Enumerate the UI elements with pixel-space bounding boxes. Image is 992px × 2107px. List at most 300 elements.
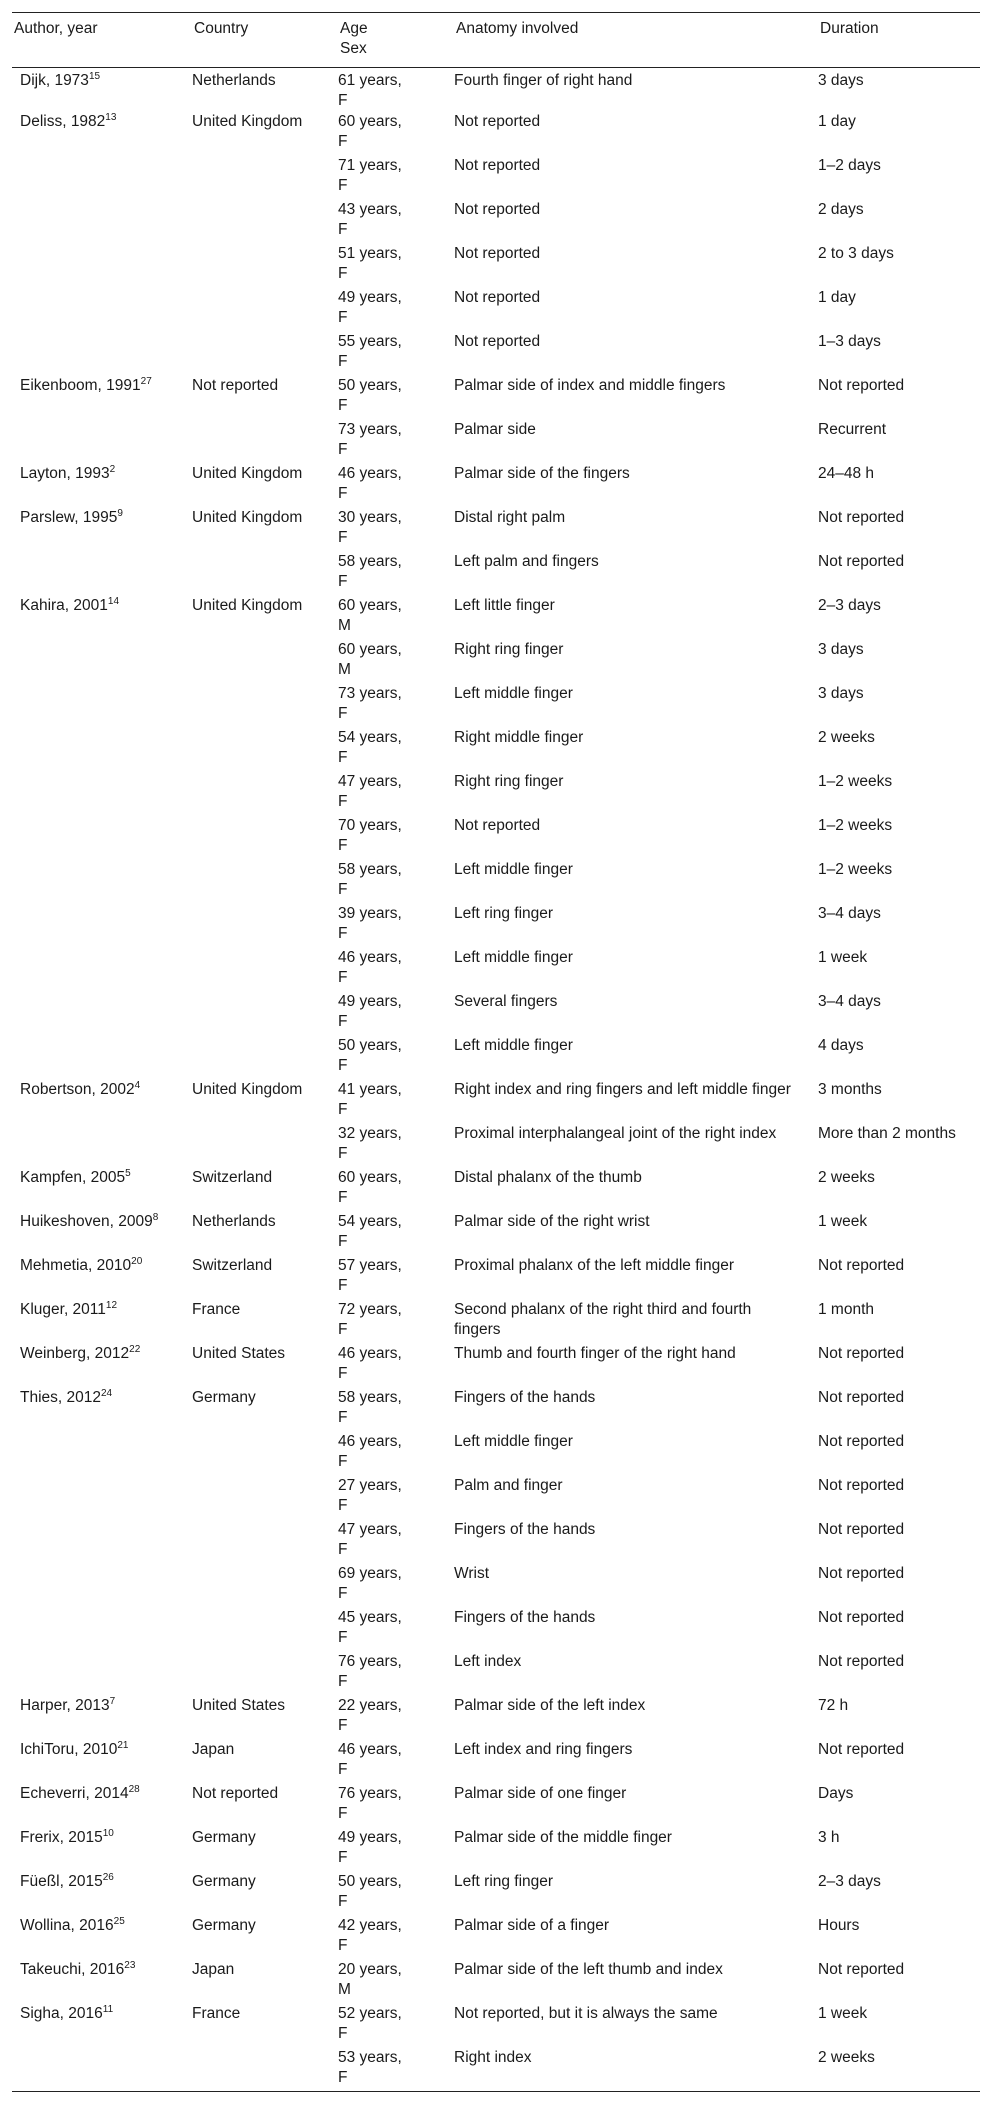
cell-age-sex xyxy=(338,1608,454,1652)
cell-age-sex xyxy=(338,948,454,992)
cell-duration: Not reported xyxy=(818,552,905,570)
cell-country xyxy=(192,1476,338,1520)
cell-author xyxy=(12,244,192,288)
cell-age-sex xyxy=(338,1784,454,1828)
reference-number: 23 xyxy=(124,1959,136,1971)
sex-value: F xyxy=(338,440,348,458)
cell-duration: Not reported xyxy=(818,376,905,394)
cell-anatomy: Left middle finger xyxy=(454,860,573,878)
case-table xyxy=(12,12,980,2092)
cell-author xyxy=(12,1168,192,1212)
cell-age-sex xyxy=(338,1696,454,1740)
cell-author xyxy=(12,464,192,508)
table-row xyxy=(12,1344,980,1388)
cell-duration: Not reported xyxy=(818,1652,905,1670)
cell-author xyxy=(12,728,192,772)
header-country: Country xyxy=(194,20,249,37)
author-name: Dijk, 1973 xyxy=(20,72,89,89)
cell-author xyxy=(12,684,192,728)
cell-country: United Kingdom xyxy=(192,1080,303,1098)
reference-number: 22 xyxy=(129,1343,141,1355)
cell-duration: 2 weeks xyxy=(818,728,875,746)
table-row xyxy=(12,1432,980,1476)
reference-number: 28 xyxy=(128,1783,140,1795)
cell-duration: 1 week xyxy=(818,2004,868,2022)
age-value: 76 years, xyxy=(338,1652,402,1670)
sex-value: F xyxy=(338,1056,348,1074)
cell-duration: 1 month xyxy=(818,1300,875,1318)
cell-age-sex xyxy=(338,1168,454,1212)
table-row xyxy=(12,1784,980,1828)
sex-value: F xyxy=(338,1716,348,1734)
cell-author xyxy=(12,640,192,684)
author-name: IchiToru, 2010 xyxy=(20,1740,118,1758)
cell-age-sex xyxy=(338,1256,454,1300)
header-sex: Sex xyxy=(340,40,367,57)
cell-age-sex xyxy=(338,1564,454,1608)
cell-age-sex xyxy=(338,2048,454,2092)
cell-age-sex xyxy=(338,1828,454,1872)
cell-author xyxy=(12,1916,192,1960)
cell-author xyxy=(12,1344,192,1388)
cell-age-sex xyxy=(338,552,454,596)
age-value: 46 years, xyxy=(338,464,402,482)
cell-author xyxy=(12,904,192,948)
cell-country: United States xyxy=(192,1696,286,1714)
sex-value: F xyxy=(338,176,348,194)
author-name: Kampfen, 2005 xyxy=(20,1168,126,1186)
cell-duration: 2 to 3 days xyxy=(818,244,894,262)
cell-age-sex xyxy=(338,1036,454,1080)
age-value: 52 years, xyxy=(338,2004,402,2022)
cell-anatomy: Not reported xyxy=(454,332,541,350)
age-value: 27 years, xyxy=(338,1476,402,1494)
cell-country xyxy=(192,728,338,772)
author-name: Füeßl, 2015 xyxy=(20,1872,103,1890)
table-row xyxy=(12,552,980,596)
cell-duration: 3–4 days xyxy=(818,904,881,922)
table-row xyxy=(12,332,980,376)
cell-duration: 4 days xyxy=(818,1036,864,1054)
table-row xyxy=(12,1564,980,1608)
table-row xyxy=(12,904,980,948)
table-row xyxy=(12,816,980,860)
age-value: 50 years, xyxy=(338,376,402,394)
age-value: 39 years, xyxy=(338,904,402,922)
cell-duration: Not reported xyxy=(818,1960,905,1978)
cell-age-sex xyxy=(338,1124,454,1168)
cell-author xyxy=(12,1212,192,1256)
cell-country xyxy=(192,1432,338,1476)
header-age: Age xyxy=(340,20,368,37)
cell-anatomy: Not reported xyxy=(454,200,541,218)
cell-country xyxy=(192,684,338,728)
cell-country: United Kingdom xyxy=(192,508,303,526)
sex-value: F xyxy=(338,924,348,942)
cell-country xyxy=(192,1564,338,1608)
cell-author xyxy=(12,948,192,992)
table-row xyxy=(12,420,980,464)
cell-anatomy: Proximal phalanx of the left middle finger xyxy=(454,1256,735,1274)
cell-age-sex xyxy=(338,1300,454,1344)
reference-number: 5 xyxy=(125,1167,131,1179)
cell-country xyxy=(192,816,338,860)
cell-duration: 1–2 weeks xyxy=(818,816,893,834)
table-row xyxy=(12,2048,980,2092)
cell-author xyxy=(12,332,192,376)
table-row xyxy=(12,1608,980,1652)
cell-anatomy: Left middle finger xyxy=(454,684,573,702)
age-value: 46 years, xyxy=(338,948,402,966)
reference-number: 27 xyxy=(140,375,152,387)
sex-value: F xyxy=(338,1540,348,1558)
header-anatomy: Anatomy involved xyxy=(456,20,579,37)
age-value: 60 years, xyxy=(338,596,402,614)
cell-anatomy: Palmar side of the left index xyxy=(454,1696,646,1714)
age-value: 30 years, xyxy=(338,508,402,526)
age-value: 51 years, xyxy=(338,244,402,262)
cell-anatomy: Distal right palm xyxy=(454,508,566,526)
cell-author xyxy=(12,1300,192,1344)
cell-age-sex xyxy=(338,332,454,376)
table-row xyxy=(12,288,980,332)
age-value: 47 years, xyxy=(338,1520,402,1538)
age-value: 53 years, xyxy=(338,2048,402,2066)
cell-author xyxy=(12,1652,192,1696)
cell-country: United States xyxy=(192,1344,286,1362)
sex-value: F xyxy=(338,1496,348,1514)
author-name: Echeverri, 2014 xyxy=(20,1784,129,1802)
cell-author xyxy=(12,992,192,1036)
cell-anatomy: Palmar side of the fingers xyxy=(454,464,630,482)
sex-value: F xyxy=(338,1320,348,1338)
sex-value: F xyxy=(338,1760,348,1778)
sex-value: F xyxy=(338,1276,348,1294)
cell-duration: Not reported xyxy=(818,1432,905,1450)
cell-anatomy: Fingers of the hands xyxy=(454,1388,596,1406)
cell-age-sex xyxy=(338,112,454,156)
table-row xyxy=(12,1960,980,2004)
age-value: 43 years, xyxy=(338,200,402,218)
cell-anatomy: Right ring finger xyxy=(454,640,564,658)
age-value: 54 years, xyxy=(338,1212,402,1230)
age-value: 49 years, xyxy=(338,288,402,306)
table-row xyxy=(12,728,980,772)
age-value: 60 years, xyxy=(338,1168,402,1186)
cell-duration: 1–3 days xyxy=(818,332,881,350)
age-value: 57 years, xyxy=(338,1256,402,1274)
cell-anatomy: Not reported xyxy=(454,112,541,130)
sex-value: F xyxy=(338,748,348,766)
reference-number: 26 xyxy=(102,1871,114,1883)
cell-author xyxy=(12,1564,192,1608)
cell-author xyxy=(12,1740,192,1784)
cell-age-sex xyxy=(338,1476,454,1520)
cell-duration: 3 h xyxy=(818,1828,840,1846)
cell-country xyxy=(192,948,338,992)
author-name: Huikeshoven, 2009 xyxy=(20,1212,153,1230)
sex-value: F xyxy=(338,220,348,238)
age-value: 50 years, xyxy=(338,1036,402,1054)
cell-author xyxy=(12,1872,192,1916)
cell-country: Germany xyxy=(192,1388,256,1406)
cell-duration: 2–3 days xyxy=(818,596,881,614)
cell-country xyxy=(192,1036,338,1080)
table-row xyxy=(12,244,980,288)
cell-age-sex xyxy=(338,772,454,816)
cell-duration: 2 weeks xyxy=(818,2048,875,2066)
reference-number: 14 xyxy=(107,595,120,607)
author-name: Layton, 1993 xyxy=(20,464,110,482)
reference-number: 11 xyxy=(102,2003,114,2015)
table-row xyxy=(12,508,980,552)
cell-country xyxy=(192,420,338,464)
cell-author xyxy=(12,156,192,200)
cell-author xyxy=(12,68,192,112)
sex-value: F xyxy=(338,1628,348,1646)
cell-country: Netherlands xyxy=(192,72,276,89)
cell-author xyxy=(12,1960,192,2004)
cell-author xyxy=(12,2004,192,2048)
cell-country xyxy=(192,156,338,200)
sex-value: F xyxy=(338,704,348,722)
cell-anatomy: Palmar side of the middle finger xyxy=(454,1828,672,1846)
age-value: 42 years, xyxy=(338,1916,402,1934)
cell-anatomy: Right middle finger xyxy=(454,728,584,746)
age-value: 49 years, xyxy=(338,1828,402,1846)
cell-anatomy: Wrist xyxy=(454,1564,490,1582)
cell-anatomy: Palmar side of the right wrist xyxy=(454,1212,650,1230)
sex-value: F xyxy=(338,1804,348,1822)
age-value: 73 years, xyxy=(338,684,402,702)
table-row xyxy=(12,1476,980,1520)
cell-age-sex xyxy=(338,2004,454,2048)
table-row xyxy=(12,1212,980,1256)
cell-duration: Not reported xyxy=(818,1608,905,1626)
cell-author xyxy=(12,816,192,860)
cell-country: Germany xyxy=(192,1916,256,1934)
age-value: 20 years, xyxy=(338,1960,402,1978)
reference-number: 15 xyxy=(88,70,101,82)
cell-duration: 2 weeks xyxy=(818,1168,875,1186)
cell-country xyxy=(192,2048,338,2092)
sex-value: M xyxy=(338,616,351,634)
cell-author xyxy=(12,1432,192,1476)
cell-duration: 2–3 days xyxy=(818,1872,881,1890)
cell-author xyxy=(12,420,192,464)
table-row xyxy=(12,1124,980,1168)
cell-anatomy: Left index xyxy=(454,1652,522,1670)
cell-duration: 3–4 days xyxy=(818,992,881,1010)
sex-value: F xyxy=(338,1452,348,1470)
cell-duration: 1–2 days xyxy=(818,156,881,174)
reference-number: 13 xyxy=(105,111,117,123)
cell-anatomy: Left palm and fingers xyxy=(454,552,599,570)
sex-value: F xyxy=(338,1144,348,1162)
cell-author xyxy=(12,772,192,816)
cell-country xyxy=(192,1608,338,1652)
cell-author xyxy=(12,552,192,596)
cell-anatomy: Left middle finger xyxy=(454,1432,573,1450)
cell-duration: 24–48 h xyxy=(818,464,875,482)
cell-country xyxy=(192,552,338,596)
table-row xyxy=(12,376,980,420)
header-duration: Duration xyxy=(820,20,879,37)
sex-value: F xyxy=(338,968,348,986)
table-row xyxy=(12,1872,980,1916)
cell-age-sex xyxy=(338,200,454,244)
cell-author xyxy=(12,1520,192,1564)
cell-age-sex xyxy=(338,68,454,112)
cell-age-sex xyxy=(338,904,454,948)
cell-age-sex xyxy=(338,640,454,684)
author-name: Takeuchi, 2016 xyxy=(20,1960,125,1978)
cell-duration: Not reported xyxy=(818,1256,905,1274)
cell-age-sex xyxy=(338,1388,454,1432)
table-row xyxy=(12,68,980,112)
cell-age-sex xyxy=(338,1212,454,1256)
cell-country: Switzerland xyxy=(192,1168,273,1186)
author-name: Kluger, 2011 xyxy=(20,1300,106,1318)
cell-duration: Days xyxy=(818,1784,854,1802)
table-row xyxy=(12,1036,980,1080)
sex-value: F xyxy=(338,1100,348,1118)
cell-anatomy: Proximal interphalangeal joint of the right index xyxy=(454,1124,777,1142)
age-value: 55 years, xyxy=(338,332,402,350)
cell-author xyxy=(12,1256,192,1300)
cell-anatomy: Fourth finger of right hand xyxy=(454,72,633,89)
cell-author xyxy=(12,1080,192,1124)
cell-anatomy: Not reported xyxy=(454,156,541,174)
table-row xyxy=(12,1828,980,1872)
cell-duration: 72 h xyxy=(818,1696,849,1714)
cell-anatomy: Right index and ring fingers and left middle finger xyxy=(454,1080,791,1098)
reference-number: 25 xyxy=(113,1915,125,1927)
age-value: 58 years, xyxy=(338,552,402,570)
cell-duration: 1 week xyxy=(818,948,868,966)
author-name: Mehmetia, 2010 xyxy=(20,1256,132,1274)
cell-anatomy: Right ring finger xyxy=(454,772,564,790)
cell-anatomy: Palmar side of one finger xyxy=(454,1784,627,1802)
cell-country xyxy=(192,640,338,684)
table-row xyxy=(12,200,980,244)
reference-number: 20 xyxy=(131,1255,143,1267)
cell-anatomy: Not reported xyxy=(454,244,541,262)
cell-anatomy: Thumb and fourth finger of the right hand xyxy=(454,1344,736,1362)
cell-country xyxy=(192,772,338,816)
cell-author xyxy=(12,508,192,552)
header-age-sex xyxy=(338,13,454,68)
cell-age-sex xyxy=(338,464,454,508)
cell-age-sex xyxy=(338,1432,454,1476)
cell-anatomy: Left little finger xyxy=(454,596,555,614)
age-value: 46 years, xyxy=(338,1344,402,1362)
age-value: 71 years, xyxy=(338,156,402,174)
cell-author xyxy=(12,1608,192,1652)
table-row xyxy=(12,1520,980,1564)
cell-age-sex xyxy=(338,288,454,332)
sex-value: F xyxy=(338,2024,348,2042)
table-row xyxy=(12,1300,980,1344)
cell-anatomy: Palmar side xyxy=(454,420,536,438)
cell-age-sex xyxy=(338,728,454,772)
cell-author xyxy=(12,1696,192,1740)
author-name: Sigha, 2016 xyxy=(20,2004,103,2022)
cell-author xyxy=(12,288,192,332)
age-value: 58 years, xyxy=(338,860,402,878)
cell-author xyxy=(12,1124,192,1168)
reference-number: 8 xyxy=(152,1211,159,1223)
author-name: Robertson, 2002 xyxy=(20,1080,135,1098)
table-row xyxy=(12,2004,980,2048)
sex-value: F xyxy=(338,1408,348,1426)
age-value: 72 years, xyxy=(338,1300,402,1318)
age-value: 61 years, xyxy=(338,72,402,89)
header-author: Author, year xyxy=(14,20,98,37)
age-value: 70 years, xyxy=(338,816,402,834)
cell-duration: 3 days xyxy=(818,72,864,89)
age-value: 73 years, xyxy=(338,420,402,438)
cell-age-sex xyxy=(338,1344,454,1388)
cell-duration: Hours xyxy=(818,1916,860,1934)
age-value: 60 years, xyxy=(338,640,402,658)
author-name: Deliss, 1982 xyxy=(20,112,106,130)
cell-country: Germany xyxy=(192,1828,256,1846)
table-row xyxy=(12,464,980,508)
age-value: 54 years, xyxy=(338,728,402,746)
cell-anatomy: Several fingers xyxy=(454,992,558,1010)
author-name: Parslew, 1995 xyxy=(20,508,118,526)
cell-author xyxy=(12,1476,192,1520)
reference-number: 10 xyxy=(102,1827,114,1839)
age-value: 46 years, xyxy=(338,1432,402,1450)
sex-value: F xyxy=(338,1892,348,1910)
table-row xyxy=(12,684,980,728)
cell-age-sex xyxy=(338,992,454,1036)
cell-age-sex xyxy=(338,1740,454,1784)
age-value: 47 years, xyxy=(338,772,402,790)
cell-duration: Not reported xyxy=(818,1520,905,1538)
cell-country: Netherlands xyxy=(192,1212,276,1230)
cell-author xyxy=(12,1036,192,1080)
table-row xyxy=(12,640,980,684)
reference-number: 21 xyxy=(117,1739,129,1751)
cell-country: United Kingdom xyxy=(192,112,303,130)
cell-anatomy: Distal phalanx of the thumb xyxy=(454,1168,642,1186)
cell-country xyxy=(192,332,338,376)
table-row xyxy=(12,1256,980,1300)
cell-anatomy: Left ring finger xyxy=(454,904,554,922)
table-body xyxy=(12,68,980,2092)
cell-duration: Not reported xyxy=(818,1344,905,1362)
author-name: Thies, 2012 xyxy=(20,1388,101,1406)
cell-age-sex xyxy=(338,376,454,420)
table-row xyxy=(12,860,980,904)
sex-value: F xyxy=(338,352,348,370)
cell-duration: 2 days xyxy=(818,200,864,218)
table-row xyxy=(12,112,980,156)
cell-duration: 1 week xyxy=(818,1212,868,1230)
age-value: 41 years, xyxy=(338,1080,402,1098)
sex-value: F xyxy=(338,132,348,150)
table-row xyxy=(12,1916,980,1960)
sex-value: M xyxy=(338,1980,351,1998)
sex-value: F xyxy=(338,792,348,810)
cell-duration: 3 months xyxy=(818,1080,882,1098)
cell-age-sex xyxy=(338,420,454,464)
cell-duration: Not reported xyxy=(818,1740,905,1758)
cell-author xyxy=(12,376,192,420)
